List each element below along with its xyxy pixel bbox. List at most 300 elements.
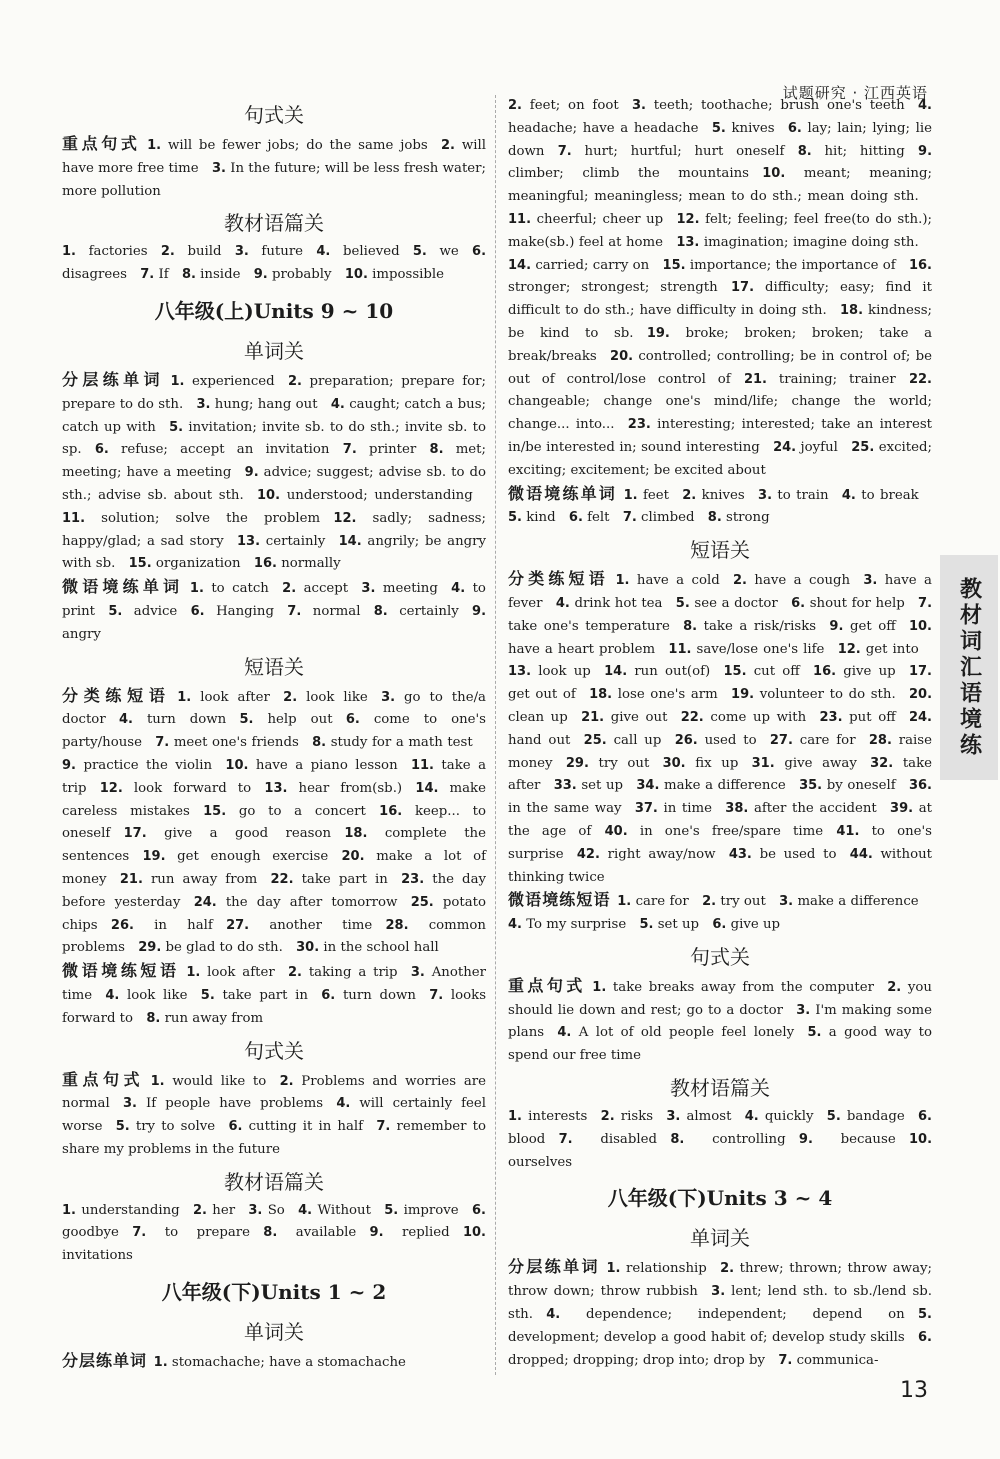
answer-number: 28. [385,917,409,933]
answer-text: accept [303,581,349,597]
answer-number: 2. [287,373,302,389]
answer-number: 3. [381,689,396,705]
answer-text: disabled [600,1131,658,1147]
answer-number: 2. [682,487,697,503]
answer-number: 27. [226,917,250,933]
answer-text: a good way to spend our free time [508,1025,932,1064]
answer-text: the day after tomorrow [225,894,398,910]
answer-number: 29. [138,940,162,956]
answer-number: 1. [615,573,630,589]
answer-text: be glad to do sth. [165,940,283,956]
answer-number: 1. [150,1073,165,1089]
answer-text: climbed [641,510,695,526]
answer-text: make careless mistakes [62,780,486,819]
answer-number: 30. [296,940,320,956]
answer-number: 3. [666,1109,681,1125]
answer-text: take a risk/risks [703,618,817,634]
answer-text: volunteer to do sth. [759,687,896,703]
answer-text: get into [865,641,919,657]
answer-text: turn down [146,712,227,728]
answer-number: 22. [270,871,294,887]
section-heading: 教材语篇关 [670,1076,770,1101]
answer-text: imagination; imagine doing sth. [703,234,919,250]
answer-number: 25. [583,732,607,748]
answer-text: Problems and worries are normal [62,1073,486,1112]
answer-text: have a cold [636,573,720,589]
answer-number: 2. [283,689,298,705]
answer-number: 26. [674,732,698,748]
answer-number: 1. [177,689,192,705]
answer-number: 21. [119,871,143,887]
answer-text: knives [701,487,745,503]
answer-text: controlling [712,1131,786,1147]
answer-number: 32. [870,755,894,771]
answer-paragraph [62,369,486,576]
answer-text: goodbye [62,1225,119,1241]
answer-number: 8. [683,618,698,634]
answer-text: you should lie down and rest; go to a doctor [508,979,932,1018]
answer-number: 9. [244,465,259,481]
answer-number: 5. [711,120,726,136]
answer-number: 35. [799,778,823,794]
answer-number: 41. [836,823,860,839]
answer-number: 3. [863,573,878,589]
answer-number: 17. [908,664,932,680]
answer-text: common problems [62,917,486,956]
answer-text: I'm making some plans [508,1002,932,1041]
answer-paragraph [62,685,486,961]
answer-number: 8. [312,735,327,751]
answer-text: will be fewer jobs; do the same jobs [167,138,428,153]
answer-number: 2. [160,244,175,260]
answer-number: 18. [344,826,368,842]
answer-number: 43. [728,846,752,862]
answer-text: believed [342,244,400,260]
answer-text: organization [155,556,241,572]
answer-number: 2. [441,138,455,153]
answer-text: because [840,1131,896,1147]
answer-number: 6. [712,917,727,933]
answer-number: 3. [410,965,425,981]
page-number: 13 [900,1378,928,1403]
answer-text: will certainly feel worse [62,1096,487,1135]
answer-text: give out [610,709,668,725]
answer-text: meeting [382,581,438,597]
answer-number: 6. [791,595,806,611]
answer-number: 14. [508,257,532,273]
answer-number: 7. [918,595,933,611]
answer-number: 4. [336,1096,351,1112]
answer-text: hit; hitting [824,143,905,159]
answer-text: blood [508,1131,546,1147]
answer-text: to train [777,487,829,503]
answer-number: 1. [186,965,201,981]
answer-text: try out [720,894,766,910]
answer-number: 1. [62,1202,76,1218]
answer-text: study for a math test [330,735,473,751]
answer-number: 13. [676,234,700,250]
answer-number: 5. [807,1025,822,1041]
answer-number: 7. [557,143,572,159]
answer-text: looks forward to [62,987,487,1026]
answer-text: make a difference [664,778,786,794]
answer-number: 7. [622,510,637,526]
answer-text: printer [368,442,417,458]
answer-text: understood; understanding [286,487,473,503]
answer-text: Hanging [216,603,274,619]
exercise-label: 重点句式 [62,1069,144,1089]
answer-number: 18. [589,687,613,703]
answer-text: by oneself [826,778,896,794]
answer-number: 15. [128,556,152,572]
answer-text: teeth; toothache; brush one's teeth [653,98,905,113]
section-heading: 教材语篇关 [224,1169,324,1194]
answer-number: 16. [813,664,837,680]
section-heading: 句式关 [244,1038,304,1063]
exercise-label: 分层练单词 [62,1351,148,1371]
answer-text: cutting it in half [248,1119,364,1135]
answer-number: 16. [379,803,403,819]
answer-number: 31. [751,755,775,771]
answer-number: 9. [472,603,487,619]
answer-text: to catch [211,581,269,597]
answer-number: 7. [155,735,170,751]
answer-text: in half [154,917,213,933]
answer-number: 23. [627,417,651,433]
answer-number: 11. [410,757,434,773]
answer-number: 5. [508,510,522,526]
answer-number: 17. [123,826,147,842]
answer-number: 7. [376,1119,391,1135]
answer-number: 4. [451,581,466,597]
answer-number: 5. [639,917,654,933]
answer-number: 10. [908,1131,933,1147]
answer-number: 6. [918,1109,932,1125]
answer-number: 11. [62,510,86,526]
answer-text: kindness; be kind to sb. [508,303,932,341]
answer-paragraph [62,1350,486,1375]
answer-text: to break [861,487,919,503]
section-heading: 单词关 [244,338,304,363]
page-header: 试题研究 · 江西英语 [782,84,928,102]
answer-number: 14. [415,780,439,796]
answer-text: difficulty; easy; find it difficult to do sth.; have difficulty in doing sth. [508,280,932,319]
answer-text: preparation; prepare for; prepare to do sth. [62,373,486,412]
answer-text: we [439,244,459,260]
answer-text: to print [62,581,486,619]
unit-title: 八年级(下)Units 1 ~ 2 [161,1280,387,1305]
answer-text: met; meeting; have a meeting [62,442,487,481]
answer-number: 1. [508,1109,522,1125]
answer-text: shout for help [809,595,905,611]
answer-number: 3. [361,581,376,597]
answer-text: try to solve [135,1119,216,1135]
answer-number: 7. [342,442,357,458]
answer-number: 13. [236,533,261,549]
answer-number: 37. [634,801,658,817]
answer-text: refuse; accept an invitation [121,442,330,458]
answer-number: 5. [675,595,690,611]
answer-text: lent; lend sth. to sb./lend sb. sth. [508,1284,933,1323]
answer-text: experienced [192,373,275,389]
answer-text: take one's temperature [508,618,670,634]
answer-number: 11. [668,641,692,657]
answer-text: certainly [265,533,326,549]
answer-number: 4. [841,487,856,503]
answer-number: 3. [248,1202,263,1218]
answer-text: controlled; controlling; be in control of; be out of control/lose control of [508,348,932,387]
answer-text: call up [613,732,662,748]
answer-text: practice the violin [83,757,213,773]
answer-number: 15. [203,803,227,819]
answer-number: 3. [196,396,211,412]
answer-text: have a piano lesson [255,757,398,773]
answer-number: 1. [592,979,607,995]
answer-text: used to [704,732,757,748]
answer-number: 8. [181,267,196,283]
answer-text: bandage [846,1109,905,1125]
section-heading: 句式关 [244,103,304,127]
answer-number: 6. [787,120,802,136]
answer-number: 28. [868,732,892,748]
answer-text: climber; climb the mountains [508,166,749,182]
answer-text: caught; catch a bus; catch up with [62,396,487,435]
section-heading: 短语关 [244,654,304,679]
answer-text: threw; thrown; throw away; throw down; throw rubbish [508,1261,932,1300]
answer-number: 19. [731,687,755,703]
answer-number: 40. [604,823,628,839]
answer-number: 2. [279,1073,294,1089]
answer-number: 14. [604,664,628,680]
answer-text: solution; solve the problem [101,510,321,526]
answer-number: 2. [702,894,717,910]
answer-number: 18. [839,303,864,319]
answer-number: 4. [508,917,522,933]
answer-paragraph [508,1256,932,1372]
exercise-label: 微语境练单词 [508,483,617,503]
answer-number: 2. [887,979,902,995]
answer-text: stomachache; have a stomachache [171,1355,406,1371]
answer-number: 1. [153,1355,168,1371]
answer-text: give away [784,755,857,771]
answer-text: take a trip [62,757,486,796]
answer-number: 6. [228,1119,243,1135]
answer-number: 11. [508,211,532,227]
answer-number: 4. [546,1307,561,1323]
answer-number: 4. [316,244,331,260]
exercise-label: 重点句式 [62,134,141,153]
section-heading: 句式关 [690,944,750,969]
answer-text: changeable; change one's mind/life; change the world; change... into... [508,394,932,433]
answer-number: 25. [410,894,434,910]
side-tab [940,555,998,780]
answer-text: look like [127,987,188,1003]
answer-number: 5. [115,1119,130,1135]
answer-text: without thinking twice [508,846,933,885]
answer-text: invitation; invite sb. to do sth.; invite sb. to sp. [62,419,486,458]
answer-number: 19. [646,325,670,341]
answer-number: 23. [819,709,843,725]
answer-text: go to a concert [238,803,366,819]
answer-number: 8. [707,510,722,526]
exercise-label: 分类练短语 [62,685,171,705]
answer-number: 2. [600,1109,615,1125]
answer-text: see a doctor [694,595,778,611]
answer-number: 12. [676,211,700,227]
answer-text: interests [528,1109,588,1125]
answer-number: 9. [918,143,933,159]
exercise-label: 微语境练单词 [62,577,184,597]
answer-paragraph [508,975,932,1068]
answer-text: care for [635,894,689,910]
answer-text: complete the sentences [62,826,486,865]
answer-number: 9. [798,1131,813,1147]
answer-number: 8. [429,442,444,458]
answer-text: put off [849,709,896,725]
answer-number: 3. [234,244,249,260]
answer-number: 6. [568,510,583,526]
answer-text: feet; on foot [529,98,619,113]
answer-number: 30. [662,755,686,771]
answer-text: take part in [222,987,308,1003]
answer-text: angrily; be angry with sb. [62,533,487,572]
answer-text: relationship [626,1261,707,1277]
side-tab-label: 教材词汇语境练 [956,576,982,759]
answer-text: give up [843,664,896,680]
answer-number: 34. [636,778,660,794]
answer-text: cut off [753,664,800,680]
exercise-label: 分层练单词 [62,369,164,389]
answer-number: 27. [769,732,793,748]
answer-text: get enough exercise [177,849,329,865]
answer-text: future [261,244,304,260]
answer-number: 8. [146,1010,161,1026]
answer-text: run away from [150,871,258,887]
answer-paragraph [62,576,486,646]
answer-number: 5. [239,712,254,728]
answer-number: 4. [298,1202,313,1218]
answer-text: have a fever [508,573,932,611]
answer-number: 1. [62,244,76,260]
answer-number: 3. [758,487,773,503]
answer-number: 20. [341,849,365,865]
answer-number: 12. [837,641,861,657]
answer-text: run away from [164,1010,264,1026]
answer-text: hurt; hurtful; hurt oneself [584,143,785,159]
answer-text: drink hot tea [574,595,663,611]
answer-text: advice [133,603,178,619]
answer-number: 6. [345,712,360,728]
answer-number: 4. [557,1025,572,1041]
answer-text: A lot of old people feel lonely [578,1025,795,1041]
answer-text: come up with [710,709,807,725]
answer-number: 44. [849,846,873,862]
answer-number: 20. [610,348,634,364]
answer-text: right away/now [607,846,716,862]
answer-text: dropped; dropping; drop into; drop by [508,1352,766,1368]
answer-text: have a cough [754,573,851,589]
answer-paragraph [508,1106,932,1174]
answer-text: importance; the importance of [689,257,896,273]
answer-text: factories [88,244,148,260]
left-column [62,95,486,1375]
answer-text: take part in [301,871,388,887]
answer-paragraph [62,133,486,203]
answer-number: 24. [908,709,932,725]
answer-paragraph [508,568,932,889]
answer-number: 19. [142,849,166,865]
answer-text: feet [642,487,669,503]
answer-text: advice; suggest; advise sb. to do sth.; advise sb. about sth. [62,465,486,503]
answer-text: kind [526,510,556,526]
answer-text: development; develop a good habit of; develop study skills [508,1329,905,1345]
answer-number: 10. [344,267,368,283]
answer-text: give up [730,917,781,933]
answer-text: after the accident [753,801,877,817]
answer-paragraph [508,95,932,483]
answer-text: would like to [172,1073,267,1089]
answer-text: quickly [764,1109,814,1125]
answer-number: 7. [140,267,155,283]
unit-title: 八年级(上)Units 9 ~ 10 [154,298,394,323]
answer-text: lose one's arm [617,687,718,703]
unit-title: 八年级(下)Units 3 ~ 4 [607,1186,833,1211]
answer-number: 23. [401,871,425,887]
answer-number: 5. [412,244,427,260]
answer-number: 10. [225,757,249,773]
answer-number: 6. [321,987,336,1003]
answer-number: 9. [62,757,76,773]
answer-number: 4. [118,712,133,728]
answer-text: go to the/a doctor [62,689,486,728]
answer-number: 10. [462,1225,486,1241]
answer-number: 2. [720,1261,735,1277]
answer-text: replied [402,1225,450,1241]
answer-number: 1. [147,138,162,153]
answer-text: If [158,267,169,283]
answer-number: 2. [282,581,297,597]
answer-paragraph [62,1200,486,1268]
answer-text: To my surprise [526,917,627,933]
answer-text: get off [849,618,896,634]
answer-text: felt; feeling; feel free(to do sth.); make(sb.) feel at home [508,211,932,250]
answer-text: look after [207,965,275,981]
answer-text: angry [62,626,101,642]
answer-text: meant; meaning; meaningful; meaningless; mean to do sth.; mean doing sth. [508,166,932,205]
answer-text: lay; lain; lying; lie down [508,120,932,159]
answer-text: the day before yesterday [62,871,487,910]
answer-paragraph [62,1069,486,1162]
answer-text: set up [581,778,624,794]
answer-text: interesting; interested; take an interest in/be interested in; sound interesting [508,417,933,455]
answer-number: 36. [908,778,932,794]
answer-number: 13. [264,780,288,796]
answer-text: try out [598,755,650,771]
answer-number: 29. [565,755,589,771]
answer-number: 6. [471,1202,486,1218]
answer-text: invitations [62,1248,133,1264]
answer-number: 22. [908,371,932,387]
answer-text: look after [200,689,270,705]
answer-number: 5. [169,419,184,435]
answer-text: ourselves [508,1154,573,1170]
answer-number: 15. [723,664,747,680]
answer-number: 1. [617,894,632,910]
answer-text: run out(of) [634,664,711,680]
answer-number: 5. [384,1202,399,1218]
answer-number: 38. [725,801,749,817]
answer-number: 3. [779,894,794,910]
